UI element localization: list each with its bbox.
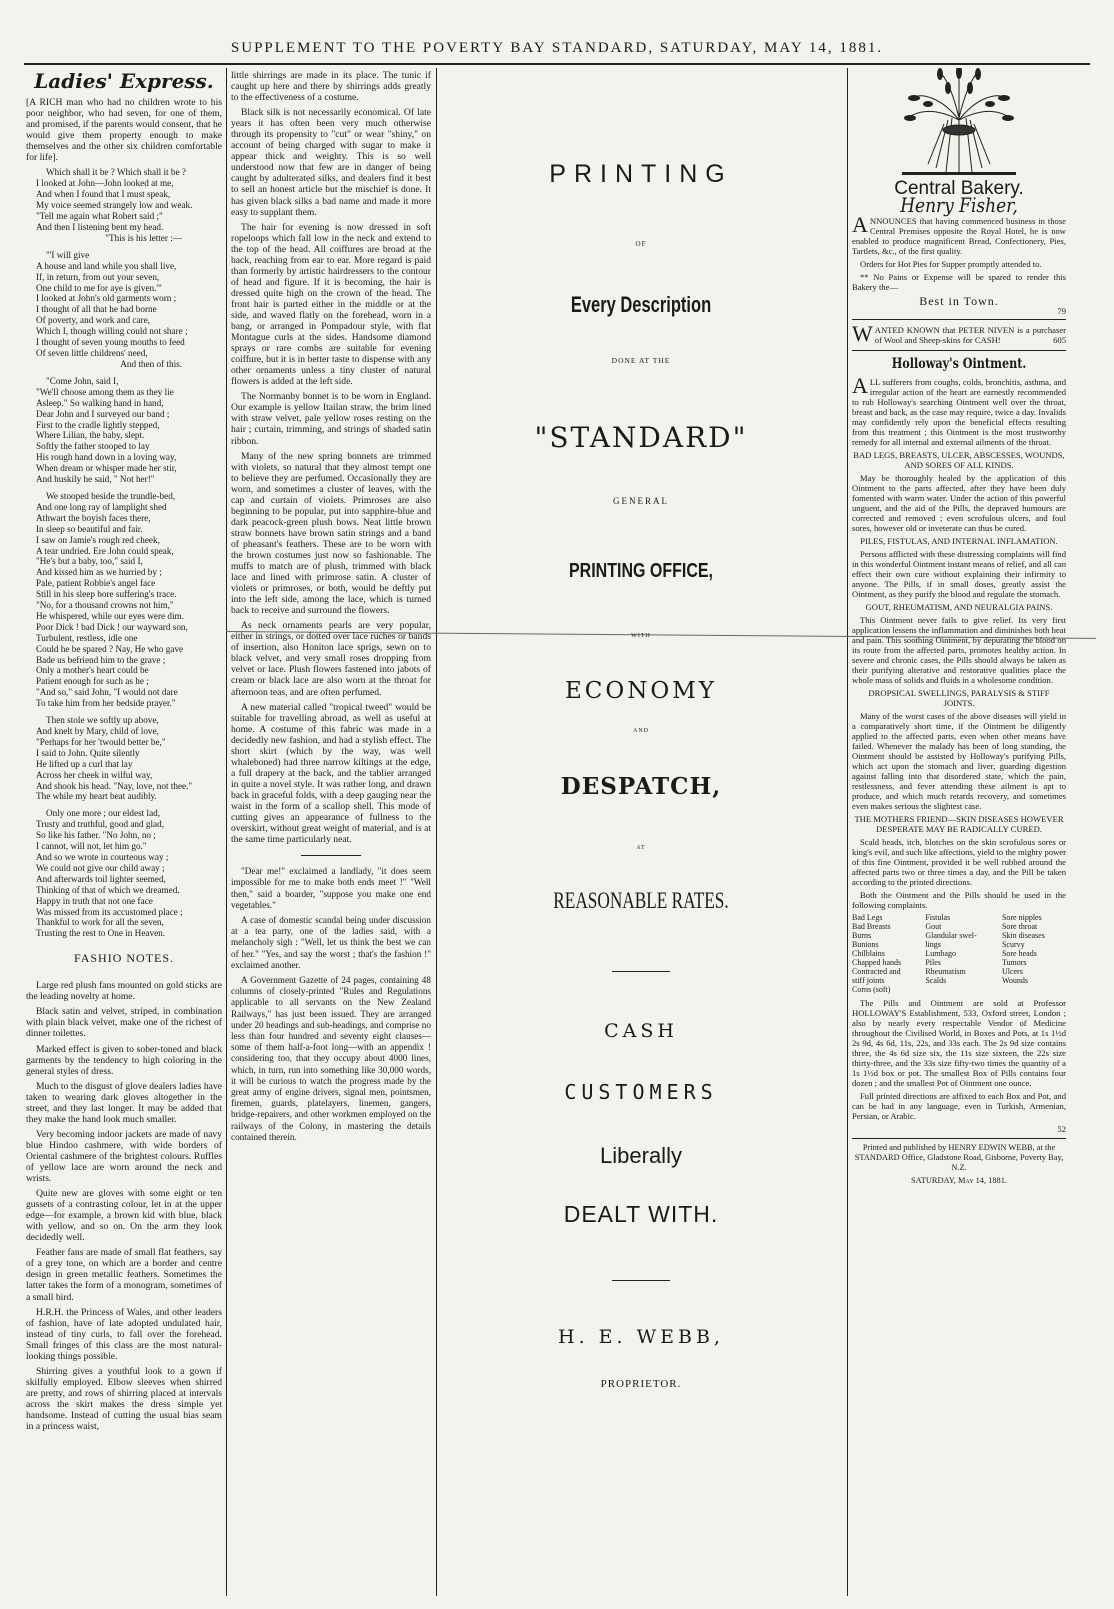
ad-line-with: WITH xyxy=(631,633,651,639)
top-rule xyxy=(24,63,1090,65)
col-rule-1 xyxy=(226,68,227,1596)
imprint-date: SATURDAY, May 14, 1881. xyxy=(910,1176,1008,1185)
table-cell: Bunions xyxy=(852,940,879,949)
ad-number: 52 xyxy=(1057,1124,1066,1134)
fashion-paragraph: A new material called "tropical tweed" would be suitable for travelling abroad, as well as useful at home. A costume of this fabric was made in a decidedly new fashion, and had a stylish effect. The short skirt (which by the way, was well whaleboned) had three narrow kiltings at the edge, a full drapery at the back, and the tablier arranged in quite a novel style. It was rather long, and drawn back in graceful folds, with a deep gauging near the waist in the form of a scallop shell. This mode of cutting gives an appearance of fullness to the overskirt, without great weight of material, and is at the same time particularly neat. xyxy=(231,701,431,846)
ad-line-proprietor-name: H. E. WEBB, xyxy=(558,1326,724,1348)
holloway-intro-text: LL sufferers from coughs, colds, bronchitis, asthma, and irregular action of the heart are earnestly recommended to rub Holloway's searching Ointment well over the throat, breast and back, as the case may require, twice a day. Invalids may confidently rely upon the beneficial effects resulting from this treatment ; this Ointment is the most trustworthy remedy for all internal and external ailments of the throat. xyxy=(852,377,1066,447)
fashion-paragraph: Black satin and velvet, striped, in combination with plain black velvet, make one of the richest of dinner toilettes. xyxy=(26,1006,222,1040)
col-rule-2 xyxy=(436,68,437,1596)
fashion-notes-title: FASHIO NOTES. xyxy=(73,951,175,966)
fashion-paragraph: Many of the new spring bonnets are trimmed with violets, so natural that they almost tempt one to believe they are perfumed. Occasionally they are worn, and sometimes a cluster of leaves, with the cap and curtain of violets. Primroses are also beginning to be popular, put into sapphire-blue and dark peacock-green plush bows. Neat little brown straw bonnets have brown satin strings and a band of pheasant's feathers. These are to be worn with the brown costumes just now so fashionable. The muffs to match are of plush, trimmed with black lace and lined with primrose satin. A cluster of violets or primroses, or both, would be deftly put into the left side, among the lace, which is turned back to receive and surround the flowers. xyxy=(231,450,431,617)
ladies-express-title: Ladies' Express. xyxy=(34,70,214,93)
fashion-paragraph: Marked effect is given to sober-toned and black garments by the tendency to high coloring in the general styles of dress. xyxy=(26,1043,222,1077)
ad-line-done-at-the: DONE AT THE xyxy=(611,356,671,365)
table-cell: Gout xyxy=(925,922,942,931)
fashion-paragraph: Black silk is not necessarily economical. Of late years it has often been very much otherwise through its propensity to "cut" or wear "shiny," on account of being charged with sugar to make it appear thick and weighty. This is so well understood now that few are in danger of being caught by adulterated silks, and dealers find it best to sell an honest article but the mischief is done. It has given black silks a bad name and made it more easy to supplant them. xyxy=(231,107,431,218)
poem-stanza xyxy=(26,250,222,370)
drop-cap: A xyxy=(852,212,868,237)
table-cell: Corns (soft) xyxy=(852,985,891,994)
table-row xyxy=(852,931,1066,940)
central-bakery-title: Central Bakery. xyxy=(894,178,1024,199)
misc-paragraph: A case of domestic scandal being under discussion at a tea party, one of the ladies said, with a melancholy sigh : "Well, let us think the best we can of her." "Yes, and say the worst ; that's the fashion !" exclaimed another. xyxy=(231,915,431,970)
bakery-announcement-text: NNOUNCES that having commenced business in those Central Premises opposite the Royal Hotel, he is now enabled to produce magnificent Bread, Confectionery, Pies, Tartlets, &c., of the first quality. xyxy=(852,216,1066,256)
drop-cap: A xyxy=(852,373,868,398)
wanted-known-text: ANTED KNOWN that PETER NIVEN is a purchaser of Wool and Sheep-skins for CASH! xyxy=(874,325,1066,345)
holloway-paragraph: Many of the worst cases of the above diseases will yield in a comparatively short time, if the Ointment be diligently applied to the affected parts, even when other means have failed. Whenever the malady has been of long standing, the Ointment should be assisted by Holloway's purifying Pills, which act upon the stomach and liver, guarding digestion against falling into that disordered state, which the pain, restlessness, and fever attending these ailment is apt to produce, and which much retards recovery, and sometimes even makes serious the slightest case. xyxy=(852,711,1066,811)
column-advertisements xyxy=(852,68,1066,1593)
holloway-paragraph: Both the Ointment and the Pills should be used in the following complaints. xyxy=(852,890,1066,910)
ad-line-general: GENERAL xyxy=(613,496,669,506)
holloway-paragraph: The Pills and Ointment are sold at Professor HOLLOWAY'S Establishment, 533, Oxford street, London ; also by nearly every respectable Vendor of Medicine throughout the Civilised World, in Boxes and Pots, at 1s 1½d 2s 9d, 4s 6d, 11s, 22s, and 33s each. The 2s 9d size contains three, the 4s 6d size six, the 11s size sixteen, the 22s size thirty-three, and the 33s size fifty-two times the quantity of a 1s 1½d box or pot. The smallest Box of Pills contains four dozen ; and the smallest Pot of Ointment one ounce. xyxy=(852,998,1066,1088)
ad-divider xyxy=(612,971,670,972)
table-cell: Wounds xyxy=(1001,976,1028,985)
table-row xyxy=(852,913,1066,922)
table-row xyxy=(852,976,1066,985)
bakery-orders: Orders for Hot Pies for Supper promptly attended to. xyxy=(860,259,1042,269)
drop-cap: W xyxy=(852,321,873,346)
bakery-pains: ** No Pains or Expense will be spared to render this Bakery the— xyxy=(852,272,1066,292)
fashion-paragraph: Very becoming indoor jackets are made of navy blue Hindoo cashmere, with wide borders of Oriental cashmere of the brightest colours. Ruffles of yellow lace are worn around the neck and wrists. xyxy=(26,1128,222,1185)
miscellany-section xyxy=(231,866,431,1143)
best-in-town: Best in Town. xyxy=(919,294,999,308)
holloway-intro xyxy=(852,373,1066,447)
table-cell: lings xyxy=(925,940,941,949)
table-cell: Contracted and xyxy=(852,967,901,976)
holloway-heading: PILES, FISTULAS, AND INTERNAL INFLAMATION. xyxy=(860,536,1058,546)
table-cell: Tumors xyxy=(1001,958,1027,967)
ad-line-customers: CUSTOMERS xyxy=(564,1080,718,1104)
fashion-paragraph: Shirring gives a youthful look to a gown if skilfully employed. Elbow sleeves when shirred are pretty, and rows of shirring placed at intervals across the skirt makes the dress simple yet handsome. Instead of cutting the usual bias seam in a princess waist, xyxy=(26,1365,222,1433)
ad-line-of: OF xyxy=(635,240,647,248)
table-cell: Sore throat xyxy=(1001,922,1038,931)
table-row xyxy=(852,985,1066,994)
table-cell: stiff joints xyxy=(852,976,885,985)
ad-divider xyxy=(852,350,1066,351)
ad-line-and: AND xyxy=(633,728,649,734)
fashion-paragraph: H.R.H. the Princess of Wales, and other leaders of fashion, have of late adopted undulated hair, instead of tiny curls, to fall over the forehead. Small fringes of this class are the most natural-looking things possible. xyxy=(26,1306,222,1362)
table-cell xyxy=(925,985,1002,994)
poem-line: "This is his letter :— xyxy=(105,232,182,243)
poem-stanza xyxy=(26,167,222,243)
ad-line-economy: ECONOMY xyxy=(565,678,717,704)
ad-line-printing: PRINTING xyxy=(549,160,733,188)
ad-line-reasonable-rates: REASONABLE RATES. xyxy=(553,888,729,913)
ad-divider xyxy=(612,1280,670,1281)
table-row xyxy=(852,967,1066,976)
poem-line: And then of this. xyxy=(120,358,182,369)
poem-stanza xyxy=(26,376,222,485)
ad-line-at: AT xyxy=(636,845,646,851)
wheat-sheaf-illustration xyxy=(852,68,1066,180)
poem-stanza xyxy=(26,715,222,802)
ad-number: 605 xyxy=(1053,335,1066,345)
holloway-heading: DROPSICAL SWELLINGS, PARALYSIS & STIFF JOINTS. xyxy=(868,688,1050,708)
ad-line-every-description: Every Description xyxy=(570,292,712,317)
column-ladies xyxy=(26,70,222,1592)
fashion-paragraph: The Normanby bonnet is to be worn in England. Our example is yellow Itailan straw, the brim lined with straw velvet, pale yellow roses resting on the hair ; curtain, trimming, and strings of shaded satin ribbon. xyxy=(231,391,431,447)
henry-fisher-name: Henry Fisher, xyxy=(900,193,1018,217)
holloway-paragraph: Persons afflicted with these distressing complaints will find in this wonderful Ointment instant means of relief, and all can effect their own cure without explaining their infirmity to anyone. The Pills, if in small doses, greatly assist the Ointment, as they purify the blood and regulate the stomach. xyxy=(852,549,1066,599)
poem-lines: Only one more ; our eldest lad, Trusty and truthful, good and glad, So like his father. "No John, no ; I cannot, will not, let him go." And so we wrote in courteous way ; We could not give our child away ; And afterwards toil lighter seemed, Thinking of that of which we dreamed. Happy in truth that not one face Was missed from its accustomed place ; Thankful to work for all the seven, Trusting the rest to One in Heaven. xyxy=(36,808,183,939)
poem-lines: Which shall it be ? Which shall it be ? I looked at John—John looked at me, And when I found that I must speak, My voice seemed strangely low and weak. "Tell me again what Robert said ;" And then I listening bent my head. xyxy=(36,167,193,232)
imprint: Printed and published by HENRY EDWIN WEBB, at the STANDARD Office, Gladstone Road, Gisborne, Poverty Bay, N.Z. xyxy=(854,1143,1064,1172)
ad-line-despatch: DESPATCH, xyxy=(560,773,722,800)
ad-line-dealt-with: DEALT WITH. xyxy=(563,1201,719,1227)
section-divider xyxy=(301,855,361,856)
wanted-known-ad xyxy=(852,321,1066,346)
table-cell: Skin diseases xyxy=(1001,931,1045,940)
table-cell: Sore nipples xyxy=(1001,913,1042,922)
table-row xyxy=(852,958,1066,967)
ad-divider xyxy=(852,319,1066,320)
ad-line-cash: CASH xyxy=(604,1020,678,1042)
table-cell: Bad Legs xyxy=(852,913,883,922)
table-cell: Glandular swel- xyxy=(925,931,977,940)
poem-lines: "'I will give A house and land while you shall live, If, in return, from out your seven, One child to me for aye is given.'" I looked at John's old garments worn ; I thought of all that he had borne Of poverty, and work and care, Which I, though willing could not share ; I thought of seven young mouths to feed Of seven little childrens' need, xyxy=(36,249,188,358)
poem-lines: We stooped beside the trundle-bed, And one long ray of lamplight shed Athwart the boyish faces there, In sleep so beautiful and fair. I saw on Jamie's rough red cheek, A tear undried. Ere John could speak, "He's but a baby, too," said I, And kissed him as we hurried by ; Pale, patient Robbie's angel face Still in his sleep bore suffering's trace. "No, for a thousand crowns not him," He whispered, while our eyes were dim. Poor Dick ! bad Dick ! our wayward son, Turbulent, restless, idle one Could he be spared ? Nay, He who gave Bade us befriend him to the grave ; Only a mother's heart could be Patient enough for such as he ; "And so," said John, "I would not dare To take him from her bedside prayer." xyxy=(36,490,188,709)
table-cell: Fistulas xyxy=(925,913,951,922)
masthead: SUPPLEMENT TO THE POVERTY BAY STANDARD, SATURDAY, MAY 14, 1881. xyxy=(230,40,884,56)
holloway-paragraph: This Ointment never fails to give relief. Its very first application lessens the inflammation and diminishes both heat and pain. This soothing Ointment, by depurating the blood on its route from the affected parts, promotes healthy action. In severe and chronic cases, the Pills should always be taken as their purifying alterative and restorative qualities place the whole mass of solids and fluids in a wholesome condition. xyxy=(852,615,1066,685)
fashion-paragraph: Feather fans are made of small flat feathers, say of a grey tone, on which are a border and centre design in green metallic feathers. Sometimes the latter takes the form of a monogram, sometimes of a small bird. xyxy=(26,1247,222,1303)
fashion-paragraph: Quite new are gloves with some eight or ten gussets of a contrasting colour, let in at the upper edge—for example, a brown kid with blue, black with yellow, and so on. On the arm they look decidedly well. xyxy=(26,1188,222,1244)
table-row xyxy=(852,949,1066,958)
column-fashion-continued xyxy=(231,70,431,1592)
table-row xyxy=(852,940,1066,949)
printing-office-advertisement xyxy=(440,68,842,1593)
table-cell: Chapped hands xyxy=(852,958,902,967)
table-cell: Ulcers xyxy=(1001,967,1023,976)
ad-line-standard: "STANDARD" xyxy=(534,421,748,454)
poem-lines: Then stole we softly up above, And knelt by Mary, child of love, "Perhaps for her 'twould better be," I said to John. Quite silently He lifted up a curl that lay Across her cheek in wilful way, And shook his head. "Nay, love, not thee." The while my heart beat audibly. xyxy=(36,715,193,802)
ad-divider xyxy=(852,1138,1066,1139)
ad-line-liberally: Liberally xyxy=(600,1143,682,1168)
fashion-paragraph: As neck ornaments pearls are very popular, either in strings, or dotted over lace ruches or bands of insertion, also Honiton lace sprigs, sewn on to black velvet, and very small roses dropping from velvet or lace. Plush flowers fastened into jabots of cream or black lace are also worn at the throat for afternoon teas, and are often perfumed. xyxy=(231,620,431,698)
col-rule-3 xyxy=(847,68,848,1596)
table-cell: Burns xyxy=(852,931,872,940)
holloway-paragraph: Full printed directions are affixed to each Box and Pot, and can be had in any language, even in Turkish, Armenian, Persian, or Arabic. xyxy=(852,1091,1066,1121)
table-cell: Chilblains xyxy=(852,949,885,958)
table-cell: Scurvy xyxy=(1001,940,1025,949)
poem-stanza xyxy=(26,808,222,939)
holloway-paragraph: Scald heads, itch, blotches on the skin scrofulous sores or king's evil, and such like affections, yield to the mighty power of this fine Ointment, provided it be well rubbed around the affected parts two or three times a day, and the Pill be taken according to the printed directions. xyxy=(852,837,1066,887)
table-cell: Bad Breasts xyxy=(852,922,891,931)
poem-stanza xyxy=(26,491,222,709)
table-cell: Scalds xyxy=(925,976,947,985)
table-row xyxy=(852,922,1066,931)
poem-lines: "Come John, said I, "We'll choose among them as they lie Asleep." So walking hand in hand, Dear John and I surveyed our band ; First to the cradle lightly stepped, Where Lilian, the baby, slept. Softly the father stooped to lay His rough hand down in a loving way, When dream or whisper made her stir, And huskily he said, " Not her!" xyxy=(36,375,177,485)
table-cell: Rheumatism xyxy=(925,967,966,976)
holloway-heading: BAD LEGS, BREASTS, ULCER, ABSCESSES, WOUNDS, AND SORES OF ALL KINDS. xyxy=(853,450,1065,470)
poem-intro: [A RICH man who had no children wrote to his poor neighbor, who had seven, for one of them, and promised, if the parents would consent, that he would give them property enough to make themselves and the other six children comfortable for life]. xyxy=(26,97,222,164)
table-cell: Lumbago xyxy=(925,949,956,958)
fashion-paragraph: The hair for evening is now dressed in soft ropeloops which fall low in the neck and extend to the top of the head. All coiffures are broad at the back, reaching from ear to ear. More regard is paid than formerly by artistic hairdressers to the contour of head and figure. If it is becoming, the hair is dressed quite high on the crown of the head. The front hair is parted either in the middle or at the side, and waved flatly on the forehead, worn in a bang, or arranged in Pompadour style, with flat Montague curls at the sides. Handsome diamond sprays or rare combs are suitable for evening coiffure, but it is in better taste to dispense with any other ornaments unless a tiny cluster of natural flowers is added at the left side. xyxy=(231,221,431,388)
misc-paragraph: "Dear me!" exclaimed a landlady, "it does seem impossible for me to make both ends meet !" "Well then," said a boarder, "suppose you make one end vegetables." xyxy=(231,866,431,910)
ad-line-proprietor: PROPRIETOR. xyxy=(600,1378,682,1390)
ad-number: 79 xyxy=(1057,306,1066,316)
holloway-paragraph: May be thoroughly healed by the application of this Ointment to the parts affected, after they have been duly fomented with warm water. Under the action of this powerful unguent, and the aid of the Pills, the depraved humours are corrected and removed ; even scrofulous ulcers, and foul sores, however old or inveterate can thus be cured. xyxy=(852,473,1066,533)
bakery-announcement xyxy=(852,212,1066,256)
holloway-heading: THE MOTHERS FRIEND—SKIN DISEASES HOWEVER DESPERATE MAY BE RADICALLY CURED. xyxy=(854,814,1064,834)
fashion-paragraph: Much to the disgust of glove dealers ladies have taken to wearing dark gloves altogether in the street, and they last longer. It may be added that they make the hand look much smaller. xyxy=(26,1080,222,1125)
complaints-table xyxy=(852,913,1066,994)
table-cell: Piles xyxy=(925,958,941,967)
holloways-ointment-title: Holloway's Ointment. xyxy=(891,356,1027,372)
fashion-paragraph: little shirrings are made in its place. The tunic if caught up here and there by shirrings adds greatly to the effectiveness of a costume. xyxy=(231,70,431,104)
table-cell xyxy=(1002,985,1066,994)
misc-paragraph: A Government Gazette of 24 pages, containing 48 columns of closely-printed "Rules and Regulations applicable to all servants on the New Zealand Railways," has just been issued. They are arranged under 20 headings and sub-headings, and comprise no less than four hundred and seventy eight clauses—some of them half-a-foot long—with an appendix ! considering too, that they occupy about 4000 lines, which, in turn, run into something like 30,000 words, it will be curious to watch the progress made by the great army of engine drivers, signal men, pointsmen, firemen, guards, platelayers, linemen, gangers, bridge-repairers, and other workmen employed on the railways of the Colony, in mastering the details contained therein. xyxy=(231,975,431,1142)
ad-line-printing-office: PRINTING OFFICE, xyxy=(569,560,713,582)
holloway-heading: GOUT, RHEUMATISM, AND NEURALGIA PAINS. xyxy=(865,602,1053,612)
table-cell: Sore heads xyxy=(1001,949,1037,958)
fashion-paragraph: Large red plush fans mounted on gold sticks are the leading novelty at home. xyxy=(26,980,222,1003)
